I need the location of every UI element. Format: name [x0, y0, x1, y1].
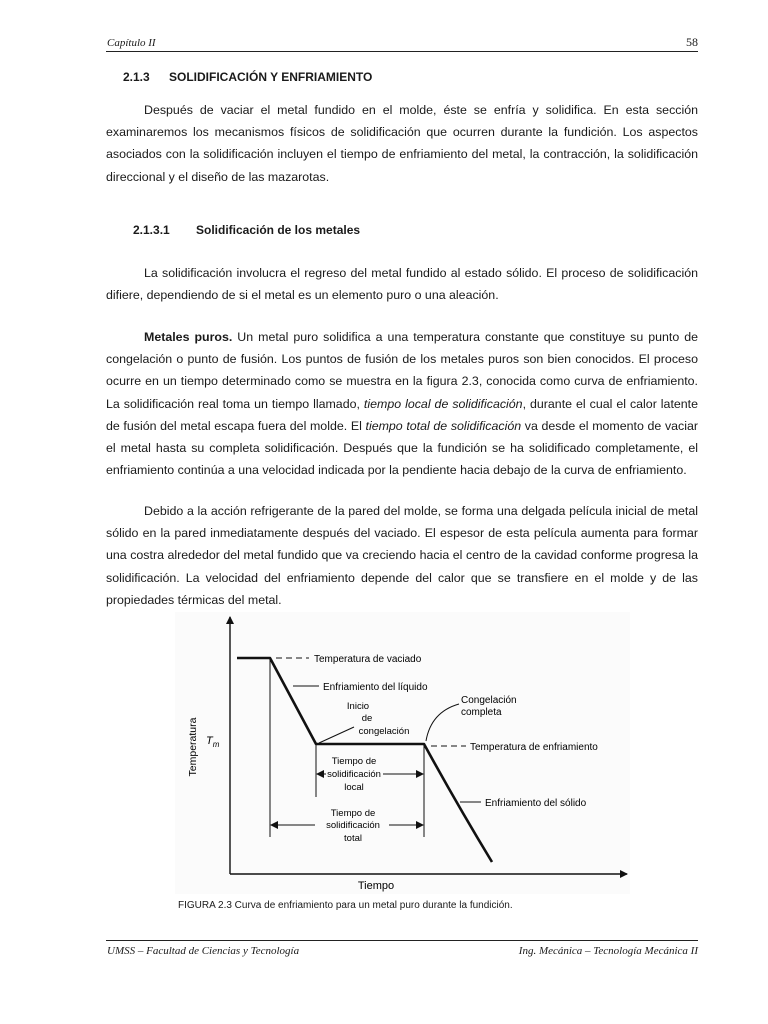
- footer-institution: UMSS – Facultad de Ciencias y Tecnología: [107, 945, 300, 957]
- label-freeze-start-3: congelación: [358, 726, 410, 737]
- label-total-time-3: total: [344, 833, 362, 844]
- figure-caption: FIGURA 2.3 Curva de enfriamiento para un metal puro durante la fundición.: [178, 900, 513, 911]
- term-local-solidification-time: tiempo local de solidificación: [363, 396, 523, 411]
- pure-metals-text-2: , durante el cual el calor latente de fusión del metal escapa fuera del molde. El: [106, 396, 699, 433]
- label-freeze-start-1: Inicio: [346, 701, 370, 712]
- section-heading: [123, 70, 372, 84]
- running-header-chapter: Capítulo II: [107, 37, 156, 49]
- cooling-curve-figure: [175, 612, 630, 894]
- cooling-curve-diagram: [175, 612, 630, 894]
- subsection-paragraph: La solidificación involucra el regreso del metal fundido al estado sólido. El proceso de solidificación difiere, dependiendo de si el metal es un elemento puro o una aleación.: [106, 266, 698, 303]
- tm-letter: T: [206, 735, 213, 747]
- pure-metals-text-1: Un metal puro solidifica a una temperatura constante que constituye su punto de congelación o punto de fusión. Los puntos de fusión de los metales puros son bien conocidos. El proceso ocurre en un tiempo determinado como se muestra en la figura 2.3, conocida como curva de enfriamiento. La solidificación real toma un tiempo llamado,: [106, 330, 698, 411]
- mold-paragraph: Debido a la acción refrigerante de la pared del molde, se forma una delgada película inicial de metal sólido en la pared inmediatamente después del vaciado. El espesor de esta película aumenta para formar una costra alrededor del metal fundido que va creciendo hacia el centro de la cavidad conforme progresa la solidificación. La velocidad del enfriamiento depende del calor que se transfiere en el molde y de las propiedades térmicas del metal.: [106, 504, 698, 607]
- intro-paragraph: Después de vaciar el metal fundido en el molde, éste se enfría y solidifica. En esta sección examinaremos los mecanismos físicos de solidificación que ocurren durante la fundición. Los aspectos asociados con la solidificación incluyen el tiempo de enfriamiento del metal, la contracción, la solidificación direccional y el diseño de las mazarotas.: [106, 103, 698, 184]
- section-title: SOLIDIFICACIÓN Y ENFRIAMIENTO: [169, 70, 373, 84]
- footer-rule: [106, 940, 698, 941]
- label-liquid-cooling: Enfriamiento del líquido: [323, 682, 428, 693]
- footer-course: Ing. Mecánica – Tecnología Mecánica II: [518, 945, 698, 957]
- y-axis-label: Temperatura: [187, 717, 199, 777]
- label-freeze-complete-1: Congelación: [461, 695, 517, 706]
- tm-subscript: m: [212, 740, 220, 749]
- label-total-time-1: Tiempo de: [330, 808, 376, 819]
- label-solid-cooling: Enfriamiento del sólido: [485, 798, 587, 809]
- label-local-time-2: solidificación: [327, 769, 381, 780]
- pure-metals-lead: Metales puros.: [144, 330, 233, 344]
- x-axis-label: Tiempo: [357, 880, 395, 892]
- label-local-time-1: Tiempo de: [331, 756, 377, 767]
- header-rule: [106, 51, 698, 52]
- section-number: 2.1.3: [123, 70, 150, 84]
- pure-metals-paragraph: [106, 326, 698, 481]
- pure-metals-text-3: va desde el momento de vaciar el metal hasta su completa solidificación. Después que la fundición se ha solidificado completamente, el enfriamiento continúa a una velocidad indicada por la pendiente hacia debajo de la curva de enfriamiento.: [106, 418, 698, 478]
- subsection-number: 2.1.3.1: [133, 223, 170, 237]
- label-pouring-temperature: Temperatura de vaciado: [314, 654, 422, 665]
- page-number: 58: [686, 35, 698, 49]
- term-total-solidification-time: tiempo total de solidificación: [365, 418, 522, 433]
- label-freeze-complete-2: completa: [461, 707, 502, 718]
- label-freeze-start-2: de: [361, 713, 373, 724]
- subsection-heading: [133, 223, 360, 237]
- subsection-title: Solidificación de los metales: [196, 223, 361, 237]
- label-total-time-2: solidificación: [326, 820, 380, 831]
- label-local-time-3: local: [344, 782, 364, 793]
- label-cooling-temperature: Temperatura de enfriamiento: [470, 742, 598, 753]
